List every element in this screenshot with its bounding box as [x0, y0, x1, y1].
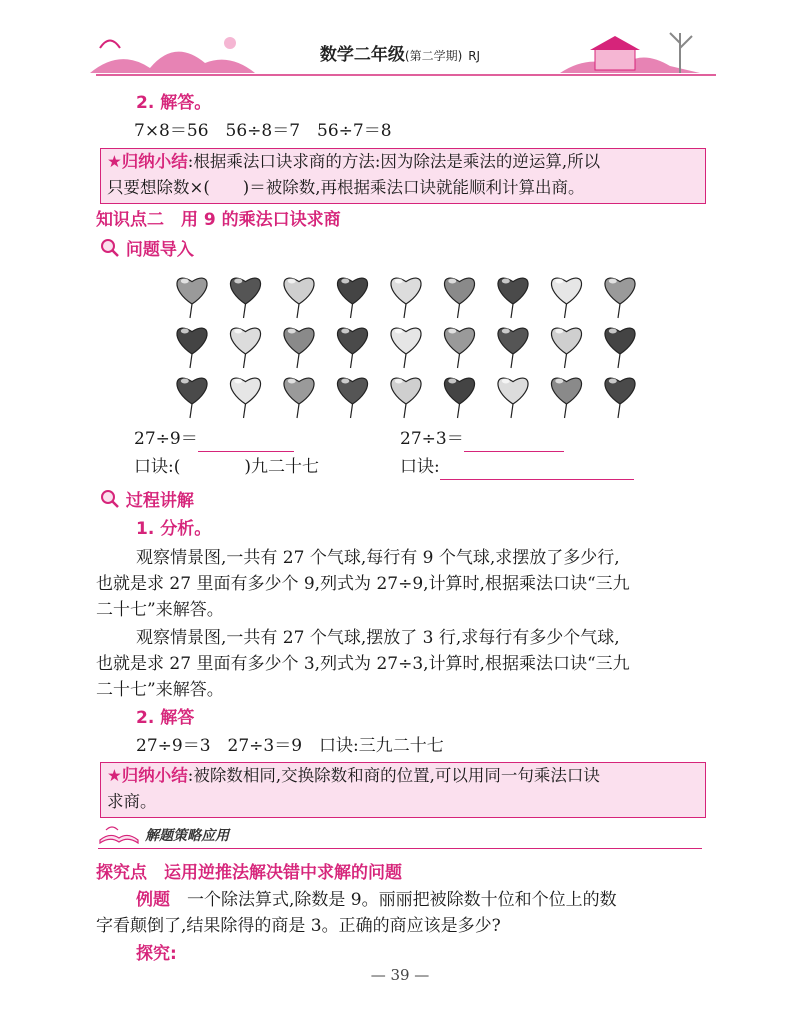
- answer-text-2: 27÷9＝3 27÷3＝9 口诀:三九二十七: [136, 736, 444, 756]
- header-divider: [96, 74, 716, 76]
- explore-point-heading: 探究点 运用逆推法解决错中求解的问题: [96, 863, 402, 883]
- balloon-icon: [337, 278, 367, 318]
- balloon-icon: [551, 328, 581, 368]
- summary-box-2: [100, 762, 706, 818]
- balloon-icon: [391, 278, 421, 318]
- mnemonic-2: 口诀:: [400, 454, 634, 480]
- balloon-icon: [605, 378, 635, 418]
- balloon-icon: [230, 378, 260, 418]
- para2-line1: 观察情景图,一共有 27 个气球,摆放了 3 行,求每行有多少个气球,: [136, 628, 620, 648]
- summary-1-line-1: ★归纳小结:根据乘法口诀求商的方法:因为除法是乘法的逆运算,所以: [107, 152, 601, 171]
- balloon-icon: [177, 378, 207, 418]
- para1-line2: 也就是求 27 里面有多少个 9,列式为 27÷9,计算时,根据乘法口诀“三九: [96, 574, 630, 594]
- summary-2-line-1: ★归纳小结:被除数相同,交换除数和商的位置,可以用同一句乘法口诀: [107, 766, 600, 785]
- analysis-heading: 1. 分析。: [136, 519, 212, 539]
- para1-line3: 二十七”来解答。: [96, 600, 224, 620]
- para2-line2: 也就是求 27 里面有多少个 3,列式为 27÷3,计算时,根据乘法口诀“三九: [96, 654, 630, 674]
- balloon-icon: [391, 328, 421, 368]
- exercise-1: 27÷9＝: [134, 426, 294, 452]
- exercise-2-blank[interactable]: [464, 433, 564, 452]
- balloon-grid: [164, 268, 644, 420]
- balloon-icon: [444, 378, 474, 418]
- open-book-icon: [98, 824, 140, 844]
- para2-line3: 二十七”来解答。: [96, 680, 224, 700]
- para1-line1: 观察情景图,一共有 27 个气球,每行有 9 个气球,求摆放了多少行,: [136, 548, 620, 568]
- magnifier-icon: [100, 489, 120, 509]
- balloon-icon: [177, 278, 207, 318]
- answer-heading-1: 2. 解答。: [136, 93, 212, 113]
- summary-1-line-2: 只要想除数×( )＝被除数,再根据乘法口诀就能顺利计算出商。: [107, 178, 585, 197]
- banner-underline: [98, 848, 702, 849]
- balloon-icon: [444, 278, 474, 318]
- balloon-icon: [605, 328, 635, 368]
- summary-2-line-2: 求商。: [107, 792, 157, 811]
- header-title: 数学二年级(第二学期) RJ: [319, 45, 481, 65]
- strategy-banner: 解题策略应用: [98, 824, 229, 846]
- balloon-icon: [337, 328, 367, 368]
- example-line-2: 字看颠倒了,结果除得的商是 3。正确的商应该是多少?: [96, 916, 501, 936]
- page-number: — 39 —: [370, 966, 430, 984]
- mnemonic-1: 口诀:( )九二十七: [134, 457, 320, 477]
- knowledge-point-2-heading: 知识点二 用 9 的乘法口诀求商: [96, 210, 341, 230]
- balloon-icon: [177, 328, 207, 368]
- answer-heading-2: 2. 解答: [136, 708, 195, 728]
- balloon-icon: [230, 328, 260, 368]
- multiplication-equations: 7×8＝56 56÷8＝7 56÷7＝8: [134, 121, 392, 141]
- mnemonic-2-blank[interactable]: [440, 461, 634, 480]
- explore-label: 探究:: [136, 944, 177, 964]
- balloon-icon: [498, 278, 528, 318]
- balloon-icon: [498, 378, 528, 418]
- example-line-1: 例题 一个除法算式,除数是 9。丽丽把被除数十位和个位上的数: [136, 890, 617, 910]
- summary-box-1: [100, 148, 706, 204]
- balloon-icon: [337, 378, 367, 418]
- magnifier-icon: [100, 238, 120, 258]
- exercise-1-blank[interactable]: [198, 433, 294, 452]
- process-heading: 过程讲解: [100, 488, 194, 514]
- balloon-icon: [391, 378, 421, 418]
- balloon-icon: [605, 278, 635, 318]
- summary-1-label: ★归纳小结: [107, 152, 188, 171]
- balloon-icon: [551, 378, 581, 418]
- balloon-icon: [551, 278, 581, 318]
- exercise-2: 27÷3＝: [400, 426, 564, 452]
- balloon-icon: [284, 328, 314, 368]
- summary-2-label: ★归纳小结: [107, 766, 188, 785]
- balloon-icon: [284, 278, 314, 318]
- balloon-icon: [284, 378, 314, 418]
- balloon-icon: [444, 328, 474, 368]
- balloon-icon: [230, 278, 260, 318]
- problem-intro-heading: 问题导入: [100, 237, 194, 263]
- balloon-icon: [498, 328, 528, 368]
- example-label: 例题: [136, 890, 170, 910]
